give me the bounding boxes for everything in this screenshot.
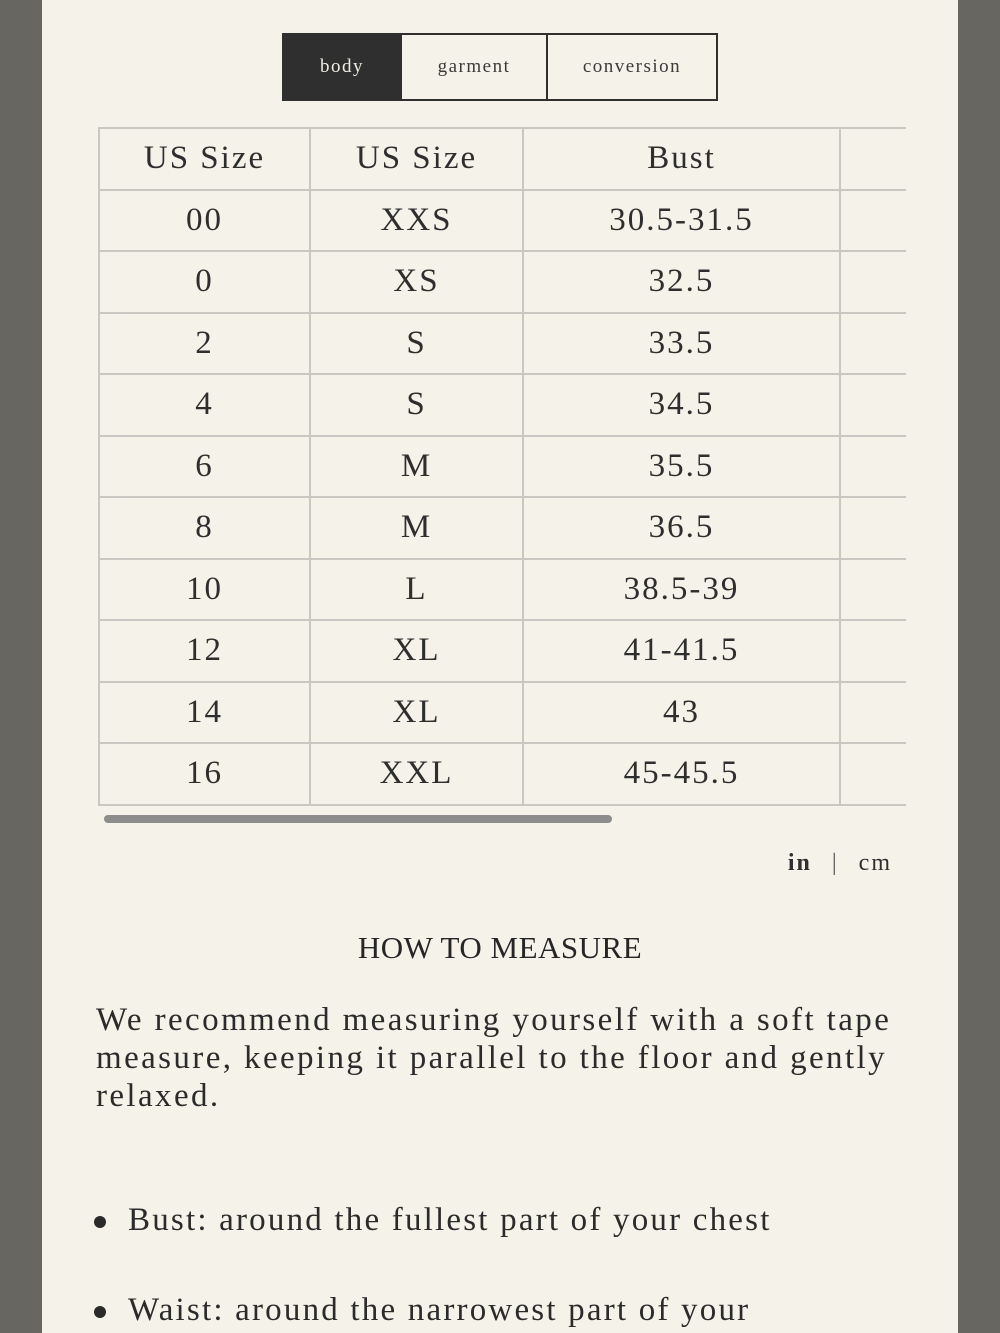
us-size-letter-cell: XL — [310, 620, 523, 682]
bust-cell: 43 — [523, 682, 840, 744]
next-column-cell — [840, 436, 906, 498]
bullet-icon — [94, 1306, 106, 1318]
next-column-cell — [840, 682, 906, 744]
measure-intro-text: We recommend measuring yourself with a soft tape measure, keeping it parallel to the floor and gently relaxed. — [96, 1002, 892, 1114]
us-size-letter-cell: M — [310, 436, 523, 498]
us-size-numeric-cell: 10 — [99, 559, 310, 621]
table-row — [99, 190, 906, 252]
next-column-cell — [840, 313, 906, 375]
measure-instructions-list — [94, 1200, 924, 1333]
bust-cell: 45-45.5 — [523, 743, 840, 805]
table-row — [99, 436, 906, 498]
bust-cell: 38.5-39 — [523, 559, 840, 621]
us-size-numeric-cell: 4 — [99, 374, 310, 436]
table-row — [99, 251, 906, 313]
us-size-numeric-cell: 6 — [99, 436, 310, 498]
next-column-cell — [840, 190, 906, 252]
us-size-numeric-cell: 2 — [99, 313, 310, 375]
table-row — [99, 374, 906, 436]
table-row — [99, 620, 906, 682]
next-column-cell — [840, 374, 906, 436]
bust-cell: 36.5 — [523, 497, 840, 559]
us-size-letter-cell: XS — [310, 251, 523, 313]
list-item — [94, 1200, 924, 1240]
size-table-scroll-area[interactable] — [98, 127, 906, 826]
us-size-numeric-cell: 8 — [99, 497, 310, 559]
us-size-numeric-cell: 00 — [99, 190, 310, 252]
bust-cell: 32.5 — [523, 251, 840, 313]
tab-garment[interactable]: garment — [400, 35, 546, 99]
bust-cell: 41-41.5 — [523, 620, 840, 682]
us-size-letter-cell: S — [310, 313, 523, 375]
bullet-text: Waist: around the narrowest part of your — [128, 1292, 751, 1328]
us-size-letter-cell: XXL — [310, 743, 523, 805]
table-row — [99, 313, 906, 375]
unit-separator: | — [831, 850, 839, 876]
us-size-numeric-cell: 0 — [99, 251, 310, 313]
next-column-cell — [840, 559, 906, 621]
unit-toggle — [788, 850, 892, 877]
bullet-text: Bust: around the fullest part of your chest — [128, 1202, 772, 1238]
us-size-numeric-cell: 14 — [99, 682, 310, 744]
us-size-numeric-cell: 16 — [99, 743, 310, 805]
bullet-icon — [94, 1216, 106, 1228]
table-header-row — [99, 128, 906, 190]
us-size-letter-cell: M — [310, 497, 523, 559]
unit-cm-option[interactable]: cm — [858, 850, 892, 876]
list-item — [94, 1290, 924, 1330]
column-header-next — [840, 128, 906, 190]
table-row — [99, 559, 906, 621]
next-column-cell — [840, 620, 906, 682]
unit-in-option[interactable]: in — [787, 850, 812, 876]
us-size-letter-cell: S — [310, 374, 523, 436]
tab-body[interactable]: body — [284, 35, 400, 99]
column-header-us-size-numeric: US Size — [99, 128, 310, 190]
column-header-us-size-letter: US Size — [310, 128, 523, 190]
bust-cell: 34.5 — [523, 374, 840, 436]
column-header-bust: Bust — [523, 128, 840, 190]
tab-conversion[interactable]: conversion — [546, 35, 716, 99]
bust-cell: 35.5 — [523, 436, 840, 498]
size-guide-panel — [42, 0, 958, 1333]
table-row — [99, 682, 906, 744]
us-size-letter-cell: XL — [310, 682, 523, 744]
us-size-letter-cell: XXS — [310, 190, 523, 252]
how-to-measure-title: HOW TO MEASURE — [357, 930, 643, 965]
table-row — [99, 743, 906, 805]
next-column-cell — [840, 743, 906, 805]
horizontal-scrollbar[interactable] — [104, 815, 612, 823]
table-row — [99, 497, 906, 559]
measurement-tabs — [282, 33, 718, 101]
next-column-cell — [840, 251, 906, 313]
bust-cell: 30.5-31.5 — [523, 190, 840, 252]
next-column-cell — [840, 497, 906, 559]
us-size-numeric-cell: 12 — [99, 620, 310, 682]
bust-cell: 33.5 — [523, 313, 840, 375]
us-size-letter-cell: L — [310, 559, 523, 621]
size-table — [98, 127, 906, 806]
